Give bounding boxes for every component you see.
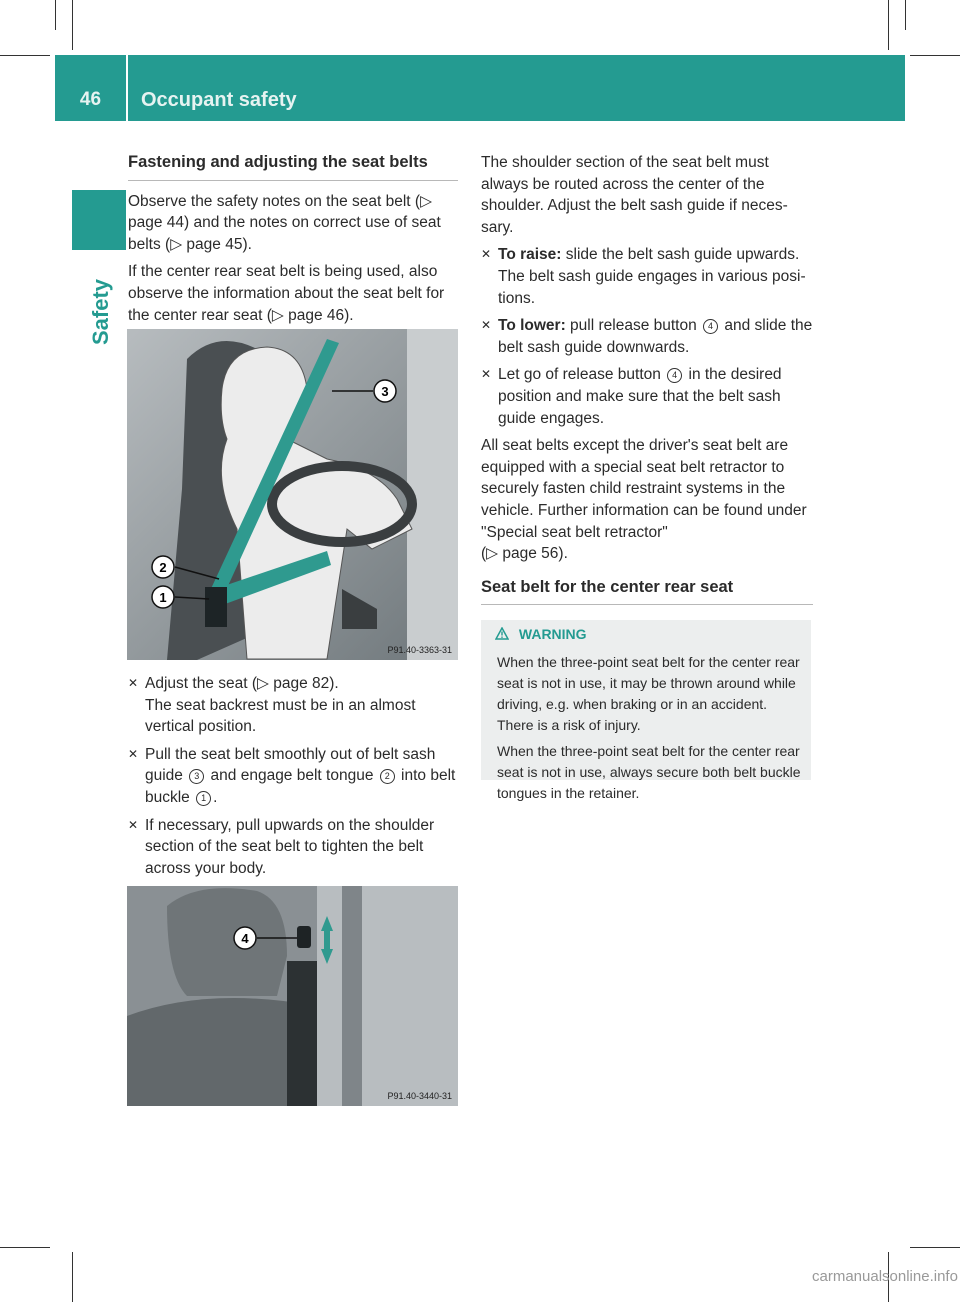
warning-title: WARNING	[518, 626, 587, 642]
section-heading: Fastening and adjusting the seat belts	[128, 152, 458, 181]
crop-mark	[905, 0, 906, 30]
callout-1	[152, 586, 174, 608]
step-arrow-icon: ✕	[128, 817, 139, 832]
figure-ref: P91.40-3363-31	[387, 645, 452, 655]
instruction-step: ✕ Let go of release button 4 in the desired position and make sure that the belt sash guide engages.	[481, 366, 782, 427]
svg-text:4: 4	[241, 931, 249, 946]
step-arrow-icon: ✕	[128, 746, 139, 761]
section-heading: Seat belt for the center rear seat	[481, 577, 813, 606]
callout-3	[374, 380, 396, 402]
page-header	[55, 55, 905, 121]
callout-4	[234, 927, 256, 949]
svg-text:2: 2	[159, 560, 167, 575]
seat-belt-illustration	[127, 329, 458, 660]
belt-sash-guide-illustration	[127, 886, 458, 1106]
warning-text: When the three-point seat belt for the center rear seat is not in use, always secure both belt buckle tongues in the retainer.	[497, 743, 801, 801]
step-arrow-icon: ✕	[128, 676, 139, 690]
header-divider	[126, 55, 128, 121]
left-column	[128, 152, 458, 332]
callout-2	[152, 556, 174, 578]
crop-mark	[888, 0, 889, 50]
crop-mark	[72, 1252, 73, 1302]
step-arrow-icon: ✕	[481, 367, 492, 382]
instruction-step: ✕ If necessary, pull upwards on the shoulder section of the seat belt to tighten the belt across your body.	[128, 816, 435, 877]
paragraph: The shoulder section of the seat belt must always be routed across the center of the shoulder. Adjust the belt sash guide if neces-sary.	[481, 154, 788, 236]
page-number: 46	[79, 89, 102, 110]
crop-mark	[910, 55, 960, 56]
driver-seat-drawing	[127, 329, 458, 660]
page-title: Occupant safety	[141, 89, 297, 111]
intro-paragraph: Observe the safety notes on the seat belt (▷ page 44) and the notes on correct use of seat belts (▷ page 45).	[128, 192, 441, 253]
left-steps	[128, 673, 460, 885]
warning-text: When the three-point seat belt for the center rear seat is not in use, it may be thrown around while driving, e.g. when braking or in an accident. There is a risk of injury.	[497, 654, 800, 733]
crop-mark	[55, 0, 56, 30]
side-tab-marker	[72, 190, 126, 250]
step-arrow-icon: ✕	[481, 247, 492, 262]
crop-mark	[910, 1247, 960, 1248]
instruction-step: ✕ Adjust the seat (▷ page 82). The seat backrest must be in an almost vertical position.	[128, 675, 416, 736]
headrest-drawing	[127, 886, 458, 1106]
crop-mark	[72, 0, 73, 50]
step-arrow-icon: ✕	[481, 318, 492, 333]
instruction-step: ✕ To lower: pull release button 4 and slide the belt sash guide downwards.	[481, 317, 813, 356]
svg-text:1: 1	[159, 590, 167, 605]
instruction-step: ✕ Pull the seat belt smoothly out of belt sash guide 3 and engage belt tongue 2 into belt buckle 1 .	[128, 745, 456, 806]
paragraph: All seat belts except the driver's seat belt are equipped with a special seat belt retractor to securely fasten child restraint systems in the vehicle. Further information can be found under "Special seat belt retractor" (▷ page 56).	[481, 437, 807, 563]
warning-triangle-icon	[495, 627, 509, 640]
right-column	[481, 152, 813, 605]
side-tab-label: Safety	[88, 278, 113, 345]
crop-mark	[0, 1247, 50, 1248]
svg-text:3: 3	[381, 384, 389, 399]
crop-mark	[0, 55, 50, 56]
watermark: carmanualsonline.info	[812, 1268, 958, 1285]
instruction-step: ✕ To raise: slide the belt sash guide upwards. The belt sash guide engages in various posi-tions.	[481, 246, 806, 307]
warning-box	[481, 620, 811, 801]
intro-paragraph: If the center rear seat belt is being used, also observe the information about the seat belt for the center rear seat (▷ page 46).	[128, 263, 445, 324]
figure-ref: P91.40-3440-31	[387, 1091, 452, 1101]
